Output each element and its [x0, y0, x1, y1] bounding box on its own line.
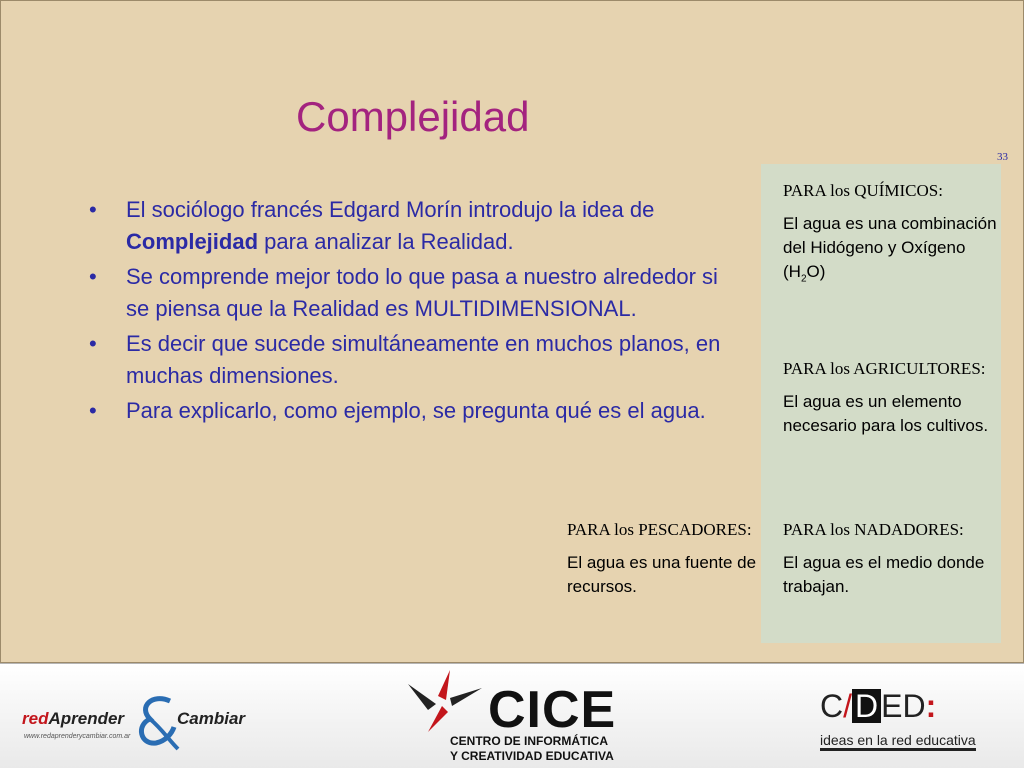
perspective-agricultores: [783, 357, 998, 438]
perspective-pescadores: [567, 518, 782, 599]
red-aprender-wordmark: redAprender: [22, 709, 125, 728]
cided-tagline: ideas en la red educativa: [820, 732, 976, 751]
perspective-body: El agua es el medio donde trabajan.: [783, 553, 985, 596]
cice-logo: [398, 666, 633, 766]
slide-number: 33: [997, 151, 1008, 163]
cided-wordmark: C/DED:: [820, 688, 937, 724]
slide-title: Complejidad: [296, 93, 530, 140]
cided-logo: [818, 688, 1008, 758]
cice-arrows-icon: [398, 666, 488, 736]
bullet-item: [89, 328, 744, 392]
perspective-body: El agua es una combinación del Hidógeno y Oxígeno $(H_2O)$: [783, 214, 997, 285]
red-aprender-url: www.redaprenderycambiar.com.ar: [24, 733, 131, 740]
perspective-body: El agua es una fuente de recursos.: [567, 553, 757, 596]
cice-subtitle-1: CENTRO DE INFORMÁTICA: [450, 734, 608, 748]
perspective-body: El agua es un elemento necesario para los cultivos.: [783, 392, 989, 435]
perspective-heading: PARA los AGRICULTORES:: [783, 359, 986, 378]
bullet-list: [89, 194, 744, 430]
bullet-item: [89, 395, 744, 427]
bullet-text: El sociólogo francés Edgard Morín introdujo la idea de: [126, 197, 655, 222]
bullet-item: [89, 261, 744, 325]
cice-subtitle-2: Y CREATIVIDAD EDUCATIVA: [450, 749, 614, 763]
perspective-heading: PARA los NADADORES:: [783, 520, 964, 539]
perspective-quimicos: [783, 179, 998, 291]
bullet-text: Para explicarlo, como ejemplo, se pregunta qué es el agua.: [126, 398, 706, 423]
cambiar-wordmark: Cambiar: [177, 709, 246, 728]
perspective-heading: PARA los PESCADORES:: [567, 520, 752, 539]
bullet-item: [89, 194, 744, 258]
bullet-text: Se comprende mejor todo lo que pasa a nuestro alrededor si se piensa que la Realidad es MULTIDIMENSIONAL.: [126, 264, 718, 321]
bullet-text: Es decir que sucede simultáneamente en muchos planos, en muchas dimensiones.: [126, 331, 721, 388]
perspective-heading: PARA los QUÍMICOS:: [783, 181, 943, 200]
bullet-text: para analizar la Realidad.: [258, 229, 514, 254]
bullet-bold-text: Complejidad: [126, 229, 259, 254]
cice-wordmark: CICE: [488, 681, 617, 739]
perspective-nadadores: [783, 518, 998, 599]
ampersand-icon: [132, 693, 182, 755]
red-aprender-logo: [22, 693, 262, 753]
